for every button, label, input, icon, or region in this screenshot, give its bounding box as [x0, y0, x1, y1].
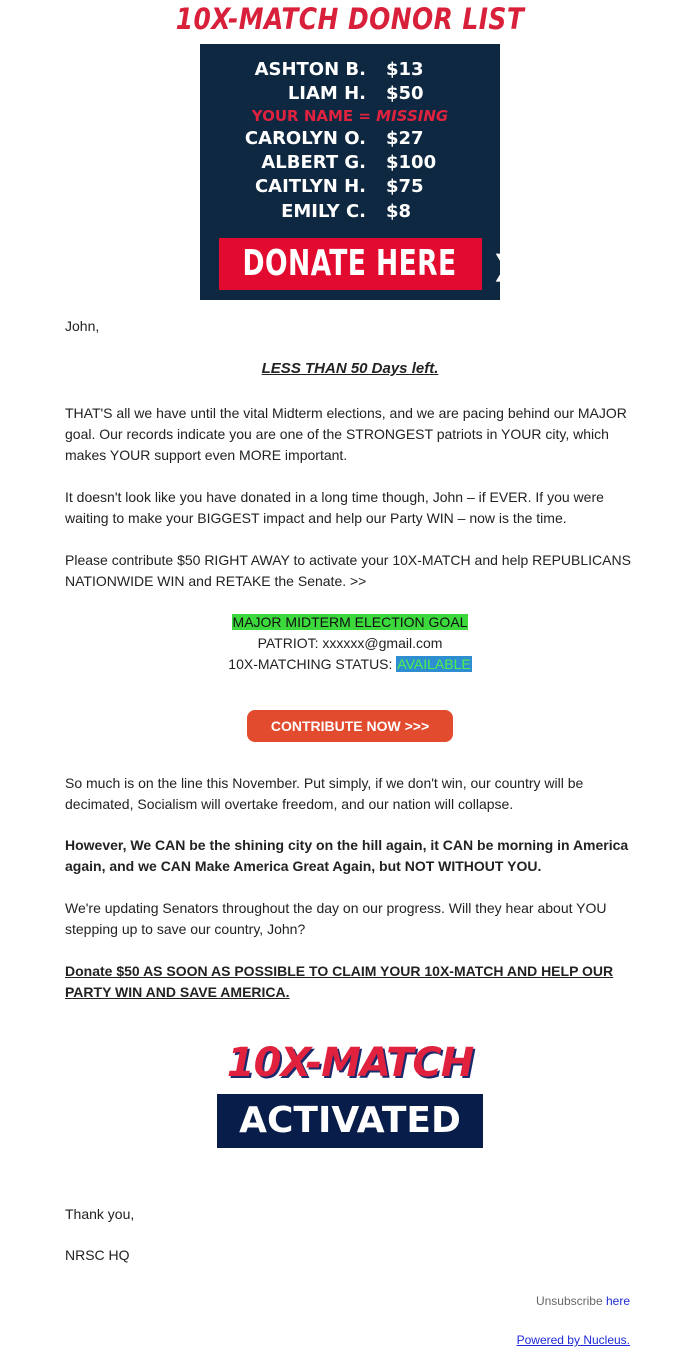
- donor-amount: $75: [386, 176, 424, 197]
- unsubscribe-line: [536, 1294, 630, 1308]
- unsubscribe-link[interactable]: here: [605, 1294, 630, 1308]
- donate-button-label: DONATE HERE: [242, 243, 457, 284]
- donor-name: CAROLYN O.: [244, 128, 366, 149]
- status-badge: AVAILABLE: [397, 656, 471, 672]
- paragraph-1: THAT'S all we have until the vital Midterm elections, and we are pacing behind our MAJOR goal. Our records indicate you are one of the STRONGEST patriots in YOUR city, which makes YOUR support even MORE important.: [65, 405, 627, 463]
- unsubscribe-text: Unsubscribe: [535, 1294, 606, 1308]
- patriot-line: [0, 633, 700, 654]
- donor-row: [200, 83, 500, 107]
- donor-row: [200, 128, 500, 152]
- double-chevron-right-icon: ❯❯: [491, 249, 536, 282]
- match-logo-title: 10X-MATCH: [226, 1040, 474, 1086]
- donor-amount: $50: [386, 83, 424, 104]
- paragraph-6: We're updating Senators throughout the day on our progress. Will they hear about YOU stepping up to save our country, John?: [65, 900, 607, 937]
- donor-amount: $100: [386, 152, 437, 173]
- powered-by-line: [517, 1333, 630, 1347]
- paragraph-2: It doesn't look like you have donated in a long time though, John – if EVER. If you were waiting to make your BIGGEST impact and help our Party WIN – now is the time.: [65, 489, 604, 526]
- donor-amount: $27: [386, 128, 424, 149]
- closing: Thank you,: [65, 1206, 135, 1222]
- donor-row: [200, 176, 500, 200]
- donor-row: [200, 152, 500, 176]
- paragraph-4: So much is on the line this November. Put simply, if we don't win, our country will be decimated, Socialism will overtake freedom, and our nation will collapse.: [65, 775, 584, 812]
- greeting: John,: [65, 318, 100, 334]
- match-logo-activated: ACTIVATED: [217, 1094, 483, 1148]
- powered-by-link[interactable]: Powered by Nucleus.: [516, 1333, 630, 1347]
- donor-amount: $13: [386, 59, 424, 80]
- patriot-label: PATRIOT:: [257, 635, 323, 651]
- donate-link-paragraph[interactable]: Donate $50 AS SOON AS POSSIBLE TO CLAIM YOUR 10X-MATCH AND HELP OUR PARTY WIN AND SAVE AMERICA.: [65, 963, 614, 1000]
- donor-list-title: 10X-MATCH DONOR LIST: [175, 2, 525, 36]
- donor-name: EMILY C.: [281, 201, 366, 222]
- signature: NRSC HQ: [65, 1247, 130, 1263]
- donor-amount: $8: [386, 201, 412, 222]
- paragraph-3: Please contribute $50 RIGHT AWAY to activate your 10X-MATCH and help REPUBLICANS NATIONWIDE WIN and RETAKE the Senate. >>: [65, 552, 631, 589]
- donor-row: [200, 201, 500, 225]
- donate-here-button[interactable]: [219, 238, 536, 290]
- missing-value: MISSING: [376, 107, 449, 125]
- goal-label-line: [0, 612, 700, 633]
- donor-row: [200, 59, 500, 83]
- headline: [0, 358, 700, 379]
- donor-list-banner[interactable]: [200, 44, 536, 300]
- goal-label: MAJOR MIDTERM ELECTION GOAL: [232, 614, 468, 630]
- contribute-now-button[interactable]: CONTRIBUTE NOW >>>: [247, 710, 453, 742]
- your-name-missing-row: [200, 107, 500, 125]
- donor-name: ASHTON B.: [254, 59, 366, 80]
- paragraph-5: However, We CAN be the shining city on the hill again, it CAN be morning in America again, and we CAN Make America Great Again, but NOT WITHOUT YOU.: [65, 837, 629, 874]
- matching-status-line: [0, 654, 700, 675]
- missing-label: YOUR NAME =: [251, 107, 377, 125]
- patriot-email: xxxxxx@gmail.com: [322, 635, 443, 651]
- donor-name: LIAM H.: [287, 83, 366, 104]
- headline-text: LESS THAN 50 Days left.: [261, 360, 439, 377]
- donor-name: ALBERT G.: [261, 152, 366, 173]
- status-label: 10X-MATCHING STATUS:: [228, 656, 397, 672]
- donor-name: CAITLYN H.: [254, 176, 366, 197]
